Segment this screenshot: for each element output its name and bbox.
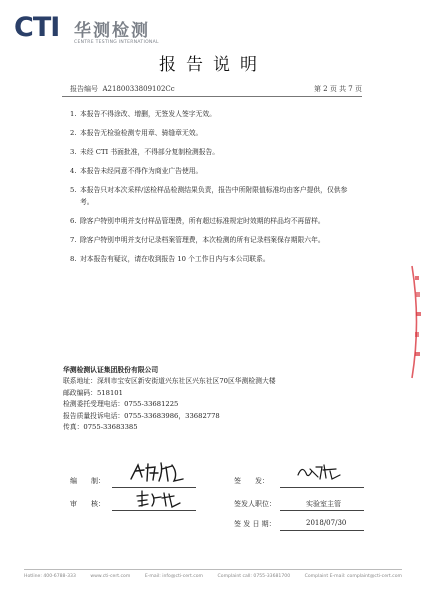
- page-title: 报告说明: [159, 55, 267, 75]
- logo-cti-text: CTI: [14, 12, 60, 43]
- list-item: 1. 本报告不得涂改、增删，无签发人签字无效。: [70, 110, 216, 118]
- signer-title-line: [280, 510, 364, 511]
- compiler-label: 编 制：: [70, 477, 105, 485]
- reviewer-signature: [134, 488, 184, 510]
- issue-date: 2018/07/30: [306, 519, 347, 527]
- list-item: 6. 除客户特别申明并支付样品管理费，所有超过标准规定时效期的样品均不再留样。: [70, 217, 325, 225]
- footer-complaint-email[interactable]: Complaint E-mail: complaint@cti-cert.com: [304, 574, 402, 579]
- header-divider: [62, 96, 362, 97]
- reviewer-label: 审 核：: [70, 500, 105, 508]
- page-info: 第 2 页 共 7 页: [313, 85, 362, 93]
- list-item: 8. 对本报告有疑议，请在收到报告 10 个工作日内与本公司联系。: [70, 255, 270, 263]
- compiler-signature: [128, 459, 188, 487]
- signer-signature: [296, 461, 346, 483]
- contact-complaint-phone: 报告质量投诉电话：0755-33683986，33682778: [63, 411, 220, 420]
- report-number-value: A2180033809102Cc: [102, 85, 175, 93]
- contact-info: [63, 365, 276, 433]
- issue-date-label: 签 发 日 期：: [234, 520, 276, 528]
- red-seal-stamp: [409, 262, 423, 382]
- list-item: 7. 除客户特别申明并支付记录档案管理费，本次检测的所有记录档案保存期限六年。: [70, 236, 325, 244]
- contact-postcode: 邮政编码：518101: [63, 388, 123, 397]
- reviewer-signature-line: [112, 510, 196, 511]
- company-name: 华测检测认证集团股份有限公司: [63, 366, 159, 374]
- contact-hotline: 检测委托受理电话：0755-33681225: [63, 400, 179, 409]
- signer-signature-line: [280, 487, 364, 488]
- report-number: [70, 84, 175, 94]
- footer-hotline: Hotline: 400-6788-333: [24, 574, 76, 579]
- footer-website[interactable]: www.cti-cert.com: [90, 574, 131, 579]
- contact-fax: 传真：0755-33683385: [63, 423, 138, 432]
- list-item: 2. 本报告无检验检测专用章、骑缝章无效。: [70, 129, 203, 137]
- footer-email[interactable]: E-mail: info@cti-cert.com: [144, 574, 204, 579]
- page-footer: [24, 574, 402, 579]
- report-notes-list: [70, 108, 360, 272]
- footer-complaint-call: Complaint call: 0755-33681700: [217, 574, 291, 579]
- footer-divider: [24, 569, 402, 570]
- list-item: 5. 本报告只对本次采样/送检样品检测结果负责，报告中所附限值标准均由客户提供，仅供参考。: [70, 186, 348, 206]
- report-number-label: 报告编号: [70, 85, 98, 93]
- list-item: 4. 本报告未经同意不得作为商业广告使用。: [70, 167, 203, 175]
- signer-label: 签 发：: [234, 477, 269, 485]
- issue-date-line: [280, 530, 364, 531]
- contact-address: 联系地址：深圳市宝安区新安街道兴东社区兴东社区70区华测检测大楼: [63, 377, 276, 386]
- signer-title-label: 签发人职位：: [234, 500, 276, 508]
- logo-chinese-text: 华测检测: [74, 21, 150, 41]
- logo-english-text: CENTRE TESTING INTERNATIONAL: [74, 40, 159, 45]
- list-item: 3. 未经 CTI 书面批准，不得部分复制检测报告。: [70, 148, 220, 156]
- signer-title: 实验室主管: [306, 500, 341, 508]
- company-logo: [14, 12, 159, 48]
